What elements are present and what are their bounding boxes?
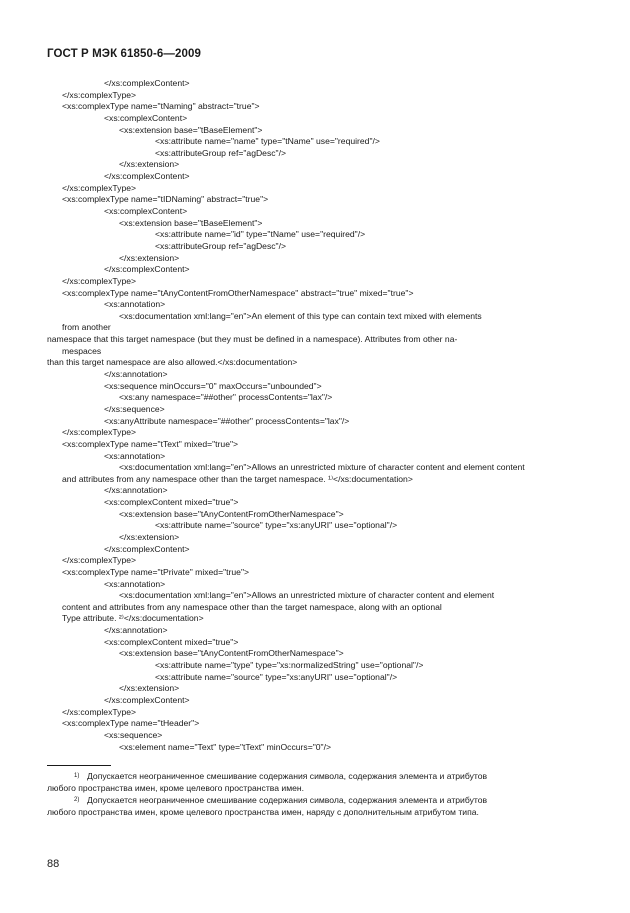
code-line-text: <xs:documentation xml:lang="en">Allows an unrestricted mixture of character content and element content: [119, 462, 525, 473]
code-line-text: <xs:anyAttribute namespace="##other" processContents="lax"/>: [104, 415, 350, 426]
footnote-1-marker: 1): [74, 773, 80, 779]
code-line: [0, 474, 630, 486]
code-line: [0, 148, 630, 160]
code-line: [0, 159, 630, 171]
code-line-text: <xs:attribute name="source" type="xs:anyURI" use="optional"/>: [155, 520, 398, 531]
code-line: [0, 579, 630, 591]
code-line: [0, 416, 630, 428]
code-line-text: <xs:extension base="tAnyContentFromOtherNamespace">: [119, 648, 344, 659]
code-line-text: <xs:attributeGroup ref="agDesc"/>: [155, 147, 287, 158]
code-line-text: <xs:annotation>: [104, 450, 166, 461]
code-line-text: </xs:complexType>: [62, 275, 137, 286]
code-line-text: <xs:extension base="tBaseElement">: [119, 217, 263, 228]
code-line-text: Type attribute. ²⁾</xs:documentation>: [62, 613, 204, 624]
code-line-text: </xs:complexType>: [62, 182, 137, 193]
code-line-text: </xs:complexType>: [62, 555, 137, 566]
code-line-text: <xs:complexType name="tText" mixed="true">: [62, 438, 239, 449]
code-line: [0, 253, 630, 265]
code-line: [0, 392, 630, 404]
code-line-text: </xs:complexContent>: [104, 171, 190, 182]
code-line: [0, 288, 630, 300]
footnote-2-marker: 2): [74, 797, 80, 803]
code-line-text: </xs:extension>: [119, 252, 180, 263]
code-line: [0, 229, 630, 241]
code-line-text: <xs:complexType name="tHeader">: [62, 718, 200, 729]
code-line-text: </xs:sequence>: [104, 403, 165, 414]
code-line: [0, 125, 630, 137]
code-line: [0, 672, 630, 684]
code-line: [0, 462, 630, 474]
footnote-separator: [47, 765, 111, 766]
code-line-text: <xs:attribute name="type" type="xs:normalizedString" use="optional"/>: [155, 660, 424, 671]
code-line-text: </xs:complexType>: [62, 427, 137, 438]
code-line-text: </xs:annotation>: [104, 625, 168, 636]
code-line-text: <xs:documentation xml:lang="en">Allows an unrestricted mixture of character content and element: [119, 590, 495, 601]
footnote-1-line-2: [0, 782, 630, 794]
code-line: [0, 357, 630, 369]
code-line: [0, 555, 630, 567]
code-line-text: <xs:attribute name="id" type="tName" use="required"/>: [155, 229, 366, 240]
code-line: [0, 683, 630, 695]
code-line: [0, 509, 630, 521]
code-line: [0, 485, 630, 497]
code-line-text: <xs:annotation>: [104, 299, 166, 310]
xml-schema-listing: [0, 78, 630, 753]
code-line-text: <xs:complexType name="tAnyContentFromOtherNamespace" abstract="true" mixed="true">: [62, 287, 414, 298]
code-line-text: </xs:extension>: [119, 159, 180, 170]
code-line: [0, 730, 630, 742]
code-line: [0, 171, 630, 183]
code-line-text: <xs:documentation xml:lang="en">An element of this type can contain text mixed with elements: [119, 310, 482, 321]
running-header: ГОСТ Р МЭК 61850-6—2009: [47, 48, 201, 60]
code-line: [0, 497, 630, 509]
code-line: [0, 276, 630, 288]
code-line: [0, 660, 630, 672]
code-line-text: namespace that this target namespace (but they must be defined in a namespace). Attributes from other na-: [47, 334, 458, 345]
code-line-text: </xs:complexContent>: [104, 543, 190, 554]
code-line: [0, 90, 630, 102]
footnote-2-line-2: [0, 806, 630, 818]
code-line-text: <xs:complexType name="tNaming" abstract="true">: [62, 101, 260, 112]
code-line-text: from another: [62, 322, 111, 333]
code-line: [0, 625, 630, 637]
code-line-text: </xs:complexContent>: [104, 264, 190, 275]
code-line: [0, 532, 630, 544]
code-line-text: <xs:attributeGroup ref="agDesc"/>: [155, 240, 287, 251]
footnote-2-line-1: [0, 794, 630, 806]
code-line-text: <xs:complexType name="tIDNaming" abstract="true">: [62, 194, 269, 205]
code-line: [0, 544, 630, 556]
code-line-text: content and attributes from any namespace other than the target namespace, along with an optional: [62, 601, 442, 612]
code-line: [0, 183, 630, 195]
footnote-1-text-cont: любого пространства имен, кроме целевого пространства имен.: [47, 783, 305, 793]
code-line-text: </xs:complexType>: [62, 89, 137, 100]
code-line: [0, 451, 630, 463]
code-line-text: <xs:sequence>: [104, 729, 163, 740]
code-line: [0, 241, 630, 253]
code-line-text: </xs:complexContent>: [104, 78, 190, 88]
code-line: [0, 322, 630, 334]
code-line: [0, 334, 630, 346]
code-line: [0, 381, 630, 393]
code-line: [0, 369, 630, 381]
footnote-1-text: Допускается неограниченное смешивание содержания символа, содержания элемента и атрибутов: [87, 771, 488, 781]
code-line-text: </xs:complexContent>: [104, 694, 190, 705]
code-line: [0, 707, 630, 719]
code-line-text: than this target namespace are also allowed.</xs:documentation>: [47, 357, 298, 368]
code-line: [0, 637, 630, 649]
footnote-2-text: Допускается неограниченное смешивание содержания символа, содержания элемента и атрибутов: [87, 795, 488, 805]
code-line: [0, 101, 630, 113]
code-line-text: <xs:complexContent>: [104, 112, 188, 123]
footnote-1-line-1: [0, 770, 630, 782]
code-line-text: <xs:attribute name="name" type="tName" use="required"/>: [155, 136, 380, 147]
code-line-text: <xs:element name="Text" type="tText" minOccurs="0"/>: [119, 741, 331, 752]
code-line-text: </xs:complexType>: [62, 706, 137, 717]
code-line-text: </xs:annotation>: [104, 485, 168, 496]
code-line: [0, 567, 630, 579]
code-line-text: </xs:annotation>: [104, 369, 168, 380]
code-line-text: <xs:extension base="tAnyContentFromOtherNamespace">: [119, 508, 344, 519]
code-line: [0, 590, 630, 602]
code-line: [0, 718, 630, 730]
footnotes: [0, 770, 630, 818]
code-line-text: <xs:complexType name="tPrivate" mixed="true">: [62, 566, 250, 577]
code-line: [0, 218, 630, 230]
code-line: [0, 136, 630, 148]
code-line-text: <xs:complexContent mixed="true">: [104, 497, 239, 508]
code-line-text: mespaces: [62, 345, 102, 356]
code-line-text: and attributes from any namespace other than the target namespace. ¹⁾</xs:documentation>: [62, 473, 413, 484]
code-line: [0, 299, 630, 311]
code-line: [0, 648, 630, 660]
code-line-text: </xs:extension>: [119, 683, 180, 694]
code-line: [0, 113, 630, 125]
code-line: [0, 742, 630, 754]
page-number: 88: [47, 858, 60, 870]
code-line-text: <xs:any namespace="##other" processContents="lax"/>: [119, 392, 333, 403]
code-line: [0, 404, 630, 416]
footnote-2-text-cont: любого пространства имен, кроме целевого пространства имен, наряду с дополнительным атрибутом типа.: [47, 807, 479, 817]
code-line: [0, 346, 630, 358]
code-line-text: <xs:annotation>: [104, 578, 166, 589]
code-line: [0, 194, 630, 206]
code-line: [0, 439, 630, 451]
code-line: [0, 206, 630, 218]
code-line-text: <xs:attribute name="source" type="xs:anyURI" use="optional"/>: [155, 671, 398, 682]
code-line-text: <xs:sequence minOccurs="0" maxOccurs="unbounded">: [104, 380, 322, 391]
code-line-text: </xs:extension>: [119, 531, 180, 542]
code-line: [0, 78, 630, 90]
code-line: [0, 602, 630, 614]
code-line-text: <xs:extension base="tBaseElement">: [119, 124, 263, 135]
code-line: [0, 311, 630, 323]
code-line-text: <xs:complexContent>: [104, 206, 188, 217]
code-line: [0, 264, 630, 276]
code-line-text: <xs:complexContent mixed="true">: [104, 636, 239, 647]
code-line: [0, 695, 630, 707]
code-line: [0, 520, 630, 532]
code-line: [0, 427, 630, 439]
code-line: [0, 613, 630, 625]
